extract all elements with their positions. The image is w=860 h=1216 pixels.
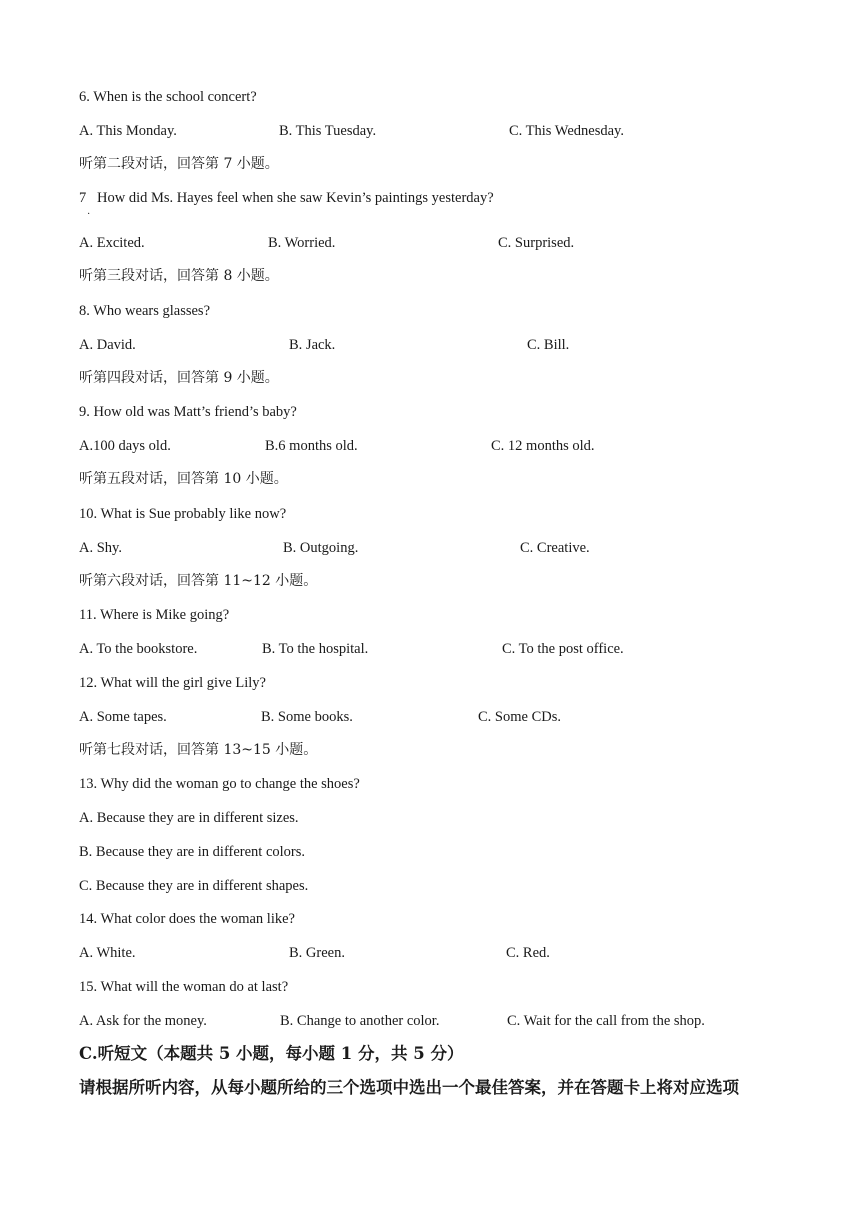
question-11: 11. Where is Mike going? <box>79 607 230 623</box>
q11-option-a: A. To the bookstore. <box>79 641 198 657</box>
q9-option-b: B.6 months old. <box>265 438 358 454</box>
section-2-instruction: 听第二段对话，回答第 7 小题。 <box>79 156 279 172</box>
section-6-instruction: 听第六段对话，回答第 11~12 小题。 <box>79 573 318 589</box>
q7-option-b: B. Worried. <box>268 235 336 251</box>
q11-option-b: B. To the hospital. <box>262 641 369 657</box>
q12-option-c: C. Some CDs. <box>478 709 561 725</box>
section-4-instruction: 听第四段对话，回答第 9 小题。 <box>79 370 279 386</box>
question-6: 6. When is the school concert? <box>79 89 257 105</box>
q14-option-c: C. Red. <box>506 945 550 961</box>
q15-option-a: A. Ask for the money. <box>79 1013 207 1029</box>
question-15: 15. What will the woman do at last? <box>79 979 289 995</box>
q8-option-a: A. David. <box>79 337 136 353</box>
q8-option-c: C. Bill. <box>527 337 570 353</box>
q7-option-a: A. Excited. <box>79 235 145 251</box>
q10-option-b: B. Outgoing. <box>283 540 359 556</box>
question-7-number: 7 <box>79 190 87 206</box>
q14-option-a: A. White. <box>79 945 136 961</box>
section-3-instruction: 听第三段对话，回答第 8 小题。 <box>79 268 279 284</box>
question-14: 14. What color does the woman like? <box>79 911 295 927</box>
question-8: 8. Who wears glasses? <box>79 303 211 319</box>
q6-option-c: C. This Wednesday. <box>509 123 624 139</box>
question-12: 12. What will the girl give Lily? <box>79 675 266 691</box>
section-5-instruction: 听第五段对话，回答第 10 小题。 <box>79 471 288 487</box>
q14-option-b: B. Green. <box>289 945 345 961</box>
question-13: 13. Why did the woman go to change the shoes? <box>79 776 360 792</box>
section-7-instruction: 听第七段对话，回答第 13~15 小题。 <box>79 742 318 758</box>
q7-option-c: C. Surprised. <box>498 235 575 251</box>
q10-option-c: C. Creative. <box>520 540 590 556</box>
q8-option-b: B. Jack. <box>289 337 336 353</box>
question-9: 9. How old was Matt’s friend’s baby? <box>79 404 297 420</box>
q10-option-a: A. Shy. <box>79 540 122 556</box>
q12-option-a: A. Some tapes. <box>79 709 167 725</box>
q6-option-b: B. This Tuesday. <box>279 123 377 139</box>
q9-option-c: C. 12 months old. <box>491 438 595 454</box>
q13-option-b: B. Because they are in different colors. <box>79 844 306 860</box>
section-c-instruction: 请根据所听内容，从每小题所给的三个选项中选出一个最佳答案，并在答题卡上将对应选项 <box>79 1078 739 1097</box>
question-7-dot: · <box>87 209 91 220</box>
question-7: How did Ms. Hayes feel when she saw Kevin’s paintings yesterday? <box>97 190 494 206</box>
q13-option-c: C. Because they are in different shapes. <box>79 878 309 894</box>
q15-option-b: B. Change to another color. <box>280 1013 440 1029</box>
section-c-title: C.听短文（本题共 5 小题，每小题 1 分，共 5 分） <box>79 1044 464 1063</box>
question-10: 10. What is Sue probably like now? <box>79 506 287 522</box>
q15-option-c: C. Wait for the call from the shop. <box>507 1013 705 1029</box>
q12-option-b: B. Some books. <box>261 709 353 725</box>
q11-option-c: C. To the post office. <box>502 641 624 657</box>
q6-option-a: A. This Monday. <box>79 123 177 139</box>
q13-option-a: A. Because they are in different sizes. <box>79 810 299 826</box>
q9-option-a: A.100 days old. <box>79 438 171 454</box>
